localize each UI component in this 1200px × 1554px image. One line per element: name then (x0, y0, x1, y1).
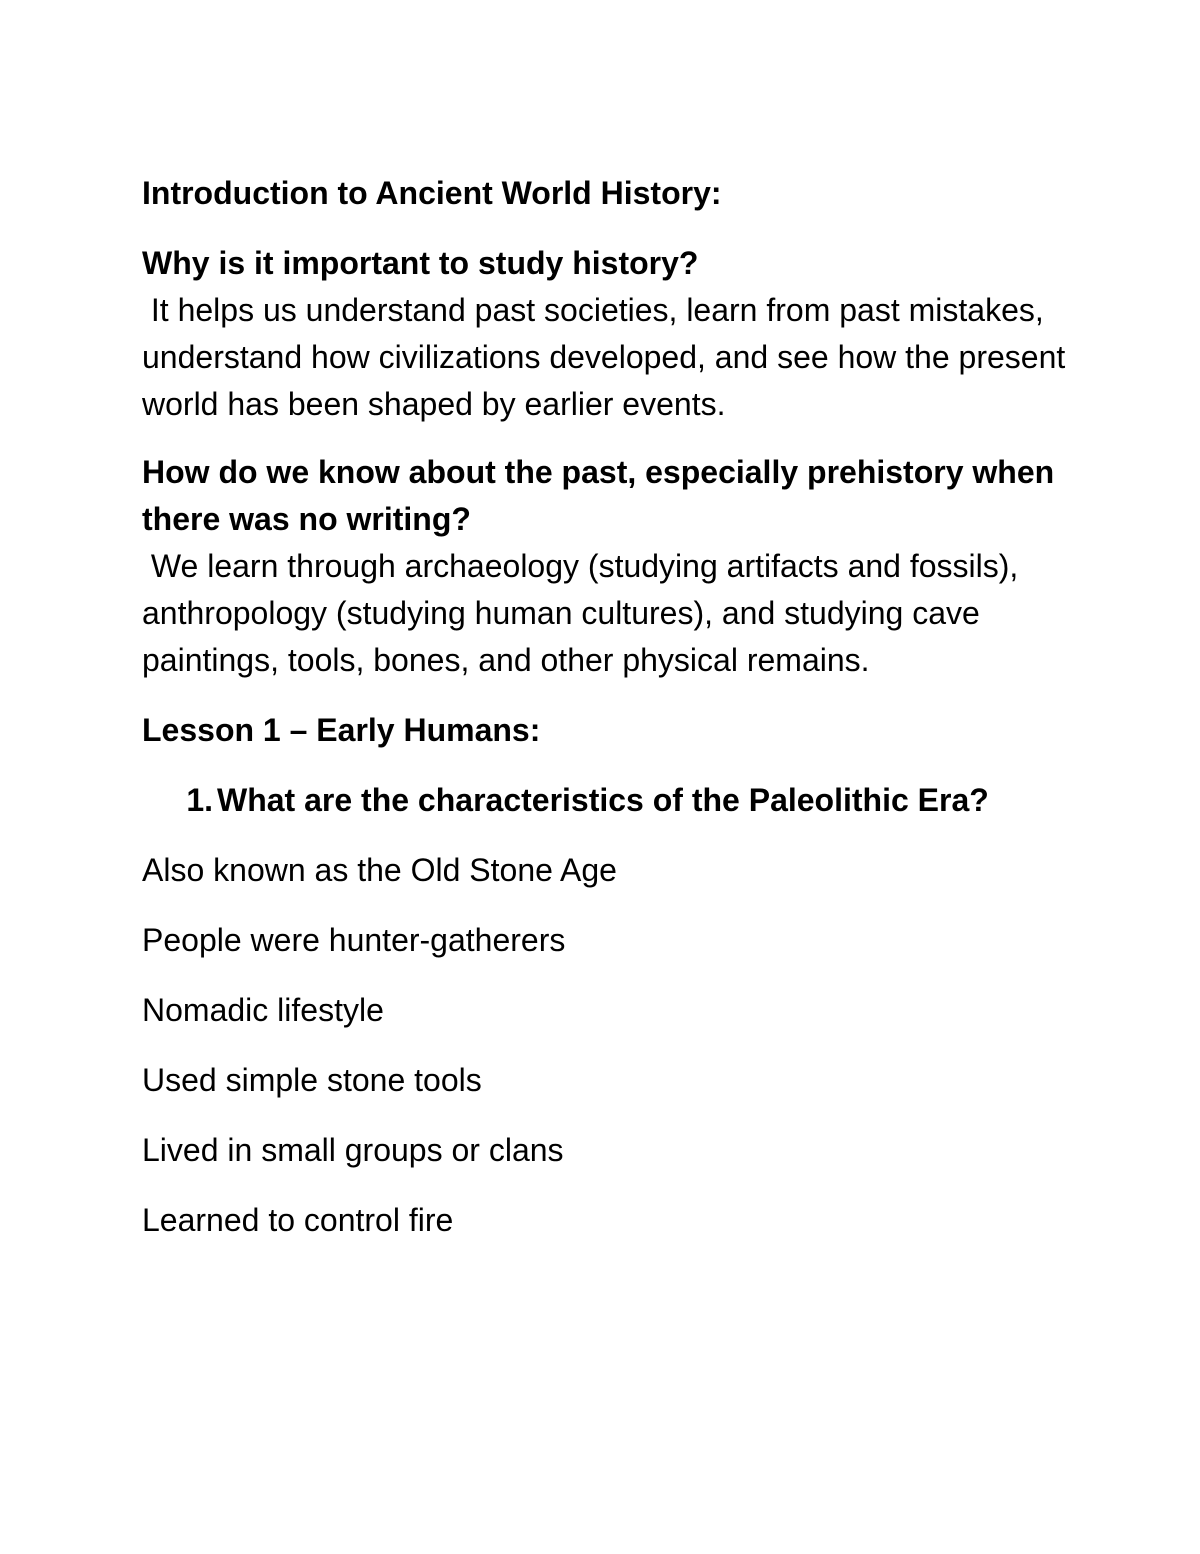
document-title: Introduction to Ancient World History: (142, 175, 722, 211)
lesson-heading: Lesson 1 – Early Humans: (142, 712, 541, 748)
list-item: Lived in small groups or clans (142, 1132, 564, 1168)
question-why-study-history: Why is it important to study history? (142, 245, 699, 281)
list-item: Learned to control fire (142, 1202, 454, 1238)
document-content (142, 170, 1082, 1267)
list-item: Used simple stone tools (142, 1062, 482, 1098)
answer-how-know-past: We learn through archaeology (studying artifacts and fossils), anthropology (studying human cultures), and studying cave paintings, tools, bones, and other physical remains. (142, 548, 1028, 678)
question-how-know-past: How do we know about the past, especially prehistory when there was no writing? (142, 454, 1055, 537)
numbered-question (142, 777, 1082, 824)
list-number: 1. (186, 782, 213, 818)
list-item: Also known as the Old Stone Age (142, 852, 617, 888)
answer-why-study-history: It helps us understand past societies, learn from past mistakes, understand how civilizations developed, and see how the present world has been shaped by earlier events. (142, 292, 1075, 422)
list-item: People were hunter-gatherers (142, 922, 566, 958)
list-item: Nomadic lifestyle (142, 992, 384, 1028)
numbered-question-text: What are the characteristics of the Paleolithic Era? (217, 782, 989, 818)
